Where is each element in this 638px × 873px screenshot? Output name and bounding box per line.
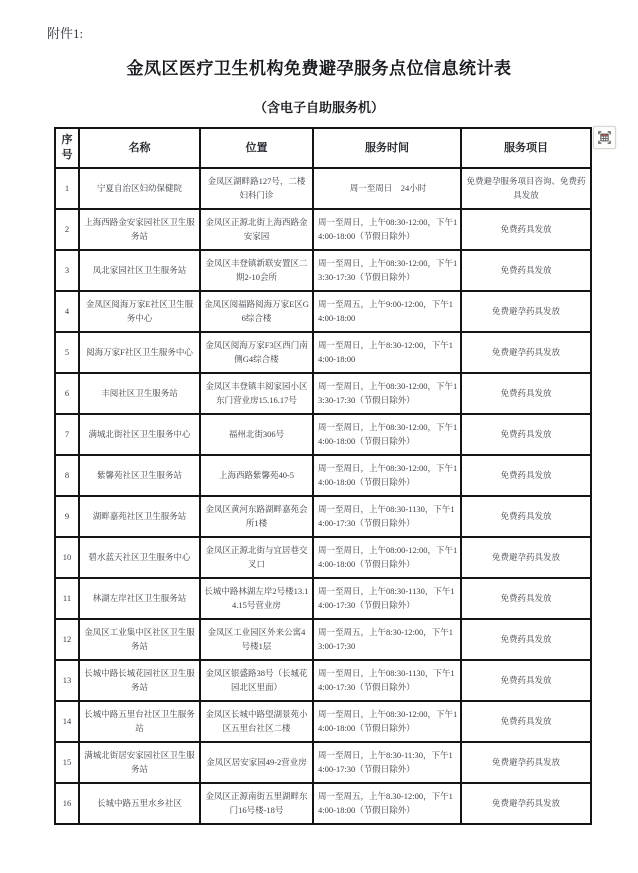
cell-service: 免费避孕药具发放 [461, 783, 591, 824]
page-subtitle: （含电子自助服务机） [253, 100, 384, 115]
cell-name: 紫馨苑社区卫生服务站 [79, 455, 200, 496]
cell-name: 满城北街居安家园社区卫生服务站 [79, 742, 200, 783]
row-number: 8 [55, 455, 79, 496]
cell-location: 金凤区正源北街上海西路金安家园 [200, 209, 313, 250]
cell-service: 免费药具发放 [461, 414, 591, 455]
row-number: 11 [55, 578, 79, 619]
header-num: 序号 [55, 128, 79, 168]
cell-location: 金凤区湖畔路127号，二楼妇科门诊 [200, 168, 313, 209]
cell-time: 周一至周日，上午8:30-11:30，下午14:00-17:30（节假日除外） [313, 742, 461, 783]
cell-location: 福州北街306号 [200, 414, 313, 455]
cell-service: 免费药具发放 [461, 660, 591, 701]
cell-location: 金凤区阅福路阅海万家E区G6综合楼 [200, 291, 313, 332]
cell-time: 周一至周日，上午08:00-12:00，下午14:00-18:00（节假日除外） [313, 537, 461, 578]
row-number: 6 [55, 373, 79, 414]
row-number: 2 [55, 209, 79, 250]
cell-time: 周一至周日，上午08:30-12:00，下午14:00-18:00（节假日除外） [313, 455, 461, 496]
table-row [55, 455, 591, 496]
table-row [55, 168, 591, 209]
cell-time: 周一至周日，上午08:30-1130，下午14:00-17:30（节假日除外） [313, 496, 461, 537]
cell-name: 凤北家园社区卫生服务站 [79, 250, 200, 291]
cell-time: 周一至周日 24小时 [313, 168, 461, 209]
cell-location: 金凤区正源北街与宜居巷交叉口 [200, 537, 313, 578]
table-row [55, 701, 591, 742]
cell-location: 长城中路林湖左岸2号楼13.14.15号营业房 [200, 578, 313, 619]
cell-time: 周一至周日，上午08:30-12:00，下午13:30-17:30（节假日除外） [313, 250, 461, 291]
row-number: 14 [55, 701, 79, 742]
table-row [55, 619, 591, 660]
cell-time: 周一至周五，上午8:30-12:00，下午13:00-17:30 [313, 619, 461, 660]
cell-name: 林湖左岸社区卫生服务站 [79, 578, 200, 619]
table-row [55, 209, 591, 250]
cell-service: 免费药具发放 [461, 701, 591, 742]
table-body [55, 168, 591, 824]
cell-name: 上海西路金安家园社区卫生服务站 [79, 209, 200, 250]
cell-location: 金凤区银盛路38号（长城花园北区里面） [200, 660, 313, 701]
header-service: 服务项目 [461, 128, 591, 168]
row-number: 1 [55, 168, 79, 209]
cell-service: 免费药具发放 [461, 373, 591, 414]
row-number: 9 [55, 496, 79, 537]
row-number: 7 [55, 414, 79, 455]
cell-location: 金凤区工业园区外来公寓4号楼1层 [200, 619, 313, 660]
row-number: 4 [55, 291, 79, 332]
table-row [55, 414, 591, 455]
table-select-icon [597, 130, 612, 145]
cell-name: 长城中路五里水乡社区 [79, 783, 200, 824]
cell-time: 周一至周日，上午08:30-12:00，下午14:00-18:00（节假日除外） [313, 209, 461, 250]
table-row [55, 783, 591, 824]
row-number: 15 [55, 742, 79, 783]
table-row [55, 742, 591, 783]
cell-time: 周一至周五，上午8.30-12:00，下午14:00-18:00（节假日除外） [313, 783, 461, 824]
cell-time: 周一至周日，上午08:30-1130，下午14:00-17:30（节假日除外） [313, 578, 461, 619]
table-row [55, 660, 591, 701]
cell-time: 周一至周日，上午8:30-12:00，下午14:00-18:00 [313, 332, 461, 373]
row-number: 10 [55, 537, 79, 578]
cell-name: 湖畔嘉苑社区卫生服务站 [79, 496, 200, 537]
page-title: 金凤区医疗卫生机构免费避孕服务点位信息统计表 [126, 59, 512, 78]
table-row [55, 537, 591, 578]
row-number: 13 [55, 660, 79, 701]
cell-name: 碧水蓝天社区卫生服务中心 [79, 537, 200, 578]
table-row [55, 496, 591, 537]
cell-service: 免费避孕药具发放 [461, 537, 591, 578]
table-header-row [55, 128, 591, 168]
header-location: 位置 [200, 128, 313, 168]
cell-name: 满城北街社区卫生服务中心 [79, 414, 200, 455]
cell-service: 免费药具发放 [461, 496, 591, 537]
cell-service: 免费药具发放 [461, 455, 591, 496]
cell-service: 免费药具发放 [461, 250, 591, 291]
cell-service: 免费避孕药具发放 [461, 332, 591, 373]
cell-name: 阅海万家F社区卫生服务中心 [79, 332, 200, 373]
header-time: 服务时间 [313, 128, 461, 168]
cell-time: 周一至周日，上午08:30-12:00，下午14:00-18:00（节假日除外） [313, 701, 461, 742]
cell-location: 上海西路紫馨苑40-5 [200, 455, 313, 496]
header-name: 名称 [79, 128, 200, 168]
row-number: 3 [55, 250, 79, 291]
cell-service: 免费避孕药具发放 [461, 291, 591, 332]
cell-service: 免费药具发放 [461, 209, 591, 250]
cell-location: 金凤区黄河东路湖畔嘉苑会所1楼 [200, 496, 313, 537]
table-row [55, 291, 591, 332]
cell-name: 金凤区阅海万家E社区卫生服务中心 [79, 291, 200, 332]
cell-location: 金凤区丰登镇新联安置区二期2-10会所 [200, 250, 313, 291]
attachment-label: 附件1: [47, 26, 84, 41]
cell-service: 免费避孕药具发放 [461, 742, 591, 783]
cell-name: 宁夏自治区妇幼保健院 [79, 168, 200, 209]
table-row [55, 250, 591, 291]
table-row [55, 578, 591, 619]
cell-location: 金凤区丰登镇丰阅家园小区东门营业房15.16.17号 [200, 373, 313, 414]
cell-location: 金凤区长城中路望湖景苑小区五里台社区二楼 [200, 701, 313, 742]
cell-location: 金凤区阅海万家F3区西门南侧G4综合楼 [200, 332, 313, 373]
cell-name: 金凤区工业集中区社区卫生服务站 [79, 619, 200, 660]
cell-time: 周一至周日，上午08:30-12:00，下午13:30-17:30（节假日除外） [313, 373, 461, 414]
row-number: 5 [55, 332, 79, 373]
cell-time: 周一至周日，上午08:30-12:00，下午14:00-18:00（节假日除外） [313, 414, 461, 455]
cell-location: 金凤区正源南街五里湖畔东门16号楼-18号 [200, 783, 313, 824]
cell-name: 长城中路长城花园社区卫生服务站 [79, 660, 200, 701]
table-select-button[interactable] [593, 126, 616, 149]
row-number: 12 [55, 619, 79, 660]
cell-service: 免费药具发放 [461, 578, 591, 619]
cell-location: 金凤区居安家园49-2营业房 [200, 742, 313, 783]
cell-time: 周一至周日，上午08:30-1130，下午14:00-17:30（节假日除外） [313, 660, 461, 701]
cell-name: 长城中路五里台社区卫生服务站 [79, 701, 200, 742]
table-row [55, 332, 591, 373]
row-number: 16 [55, 783, 79, 824]
cell-service: 免费避孕服务项目咨询、免费药具发放 [461, 168, 591, 209]
cell-name: 丰阅社区卫生服务站 [79, 373, 200, 414]
cell-service: 免费药具发放 [461, 619, 591, 660]
service-points-table [54, 127, 592, 825]
table-row [55, 373, 591, 414]
cell-time: 周一至周五，上午9:00-12:00，下午14:00-18:00 [313, 291, 461, 332]
